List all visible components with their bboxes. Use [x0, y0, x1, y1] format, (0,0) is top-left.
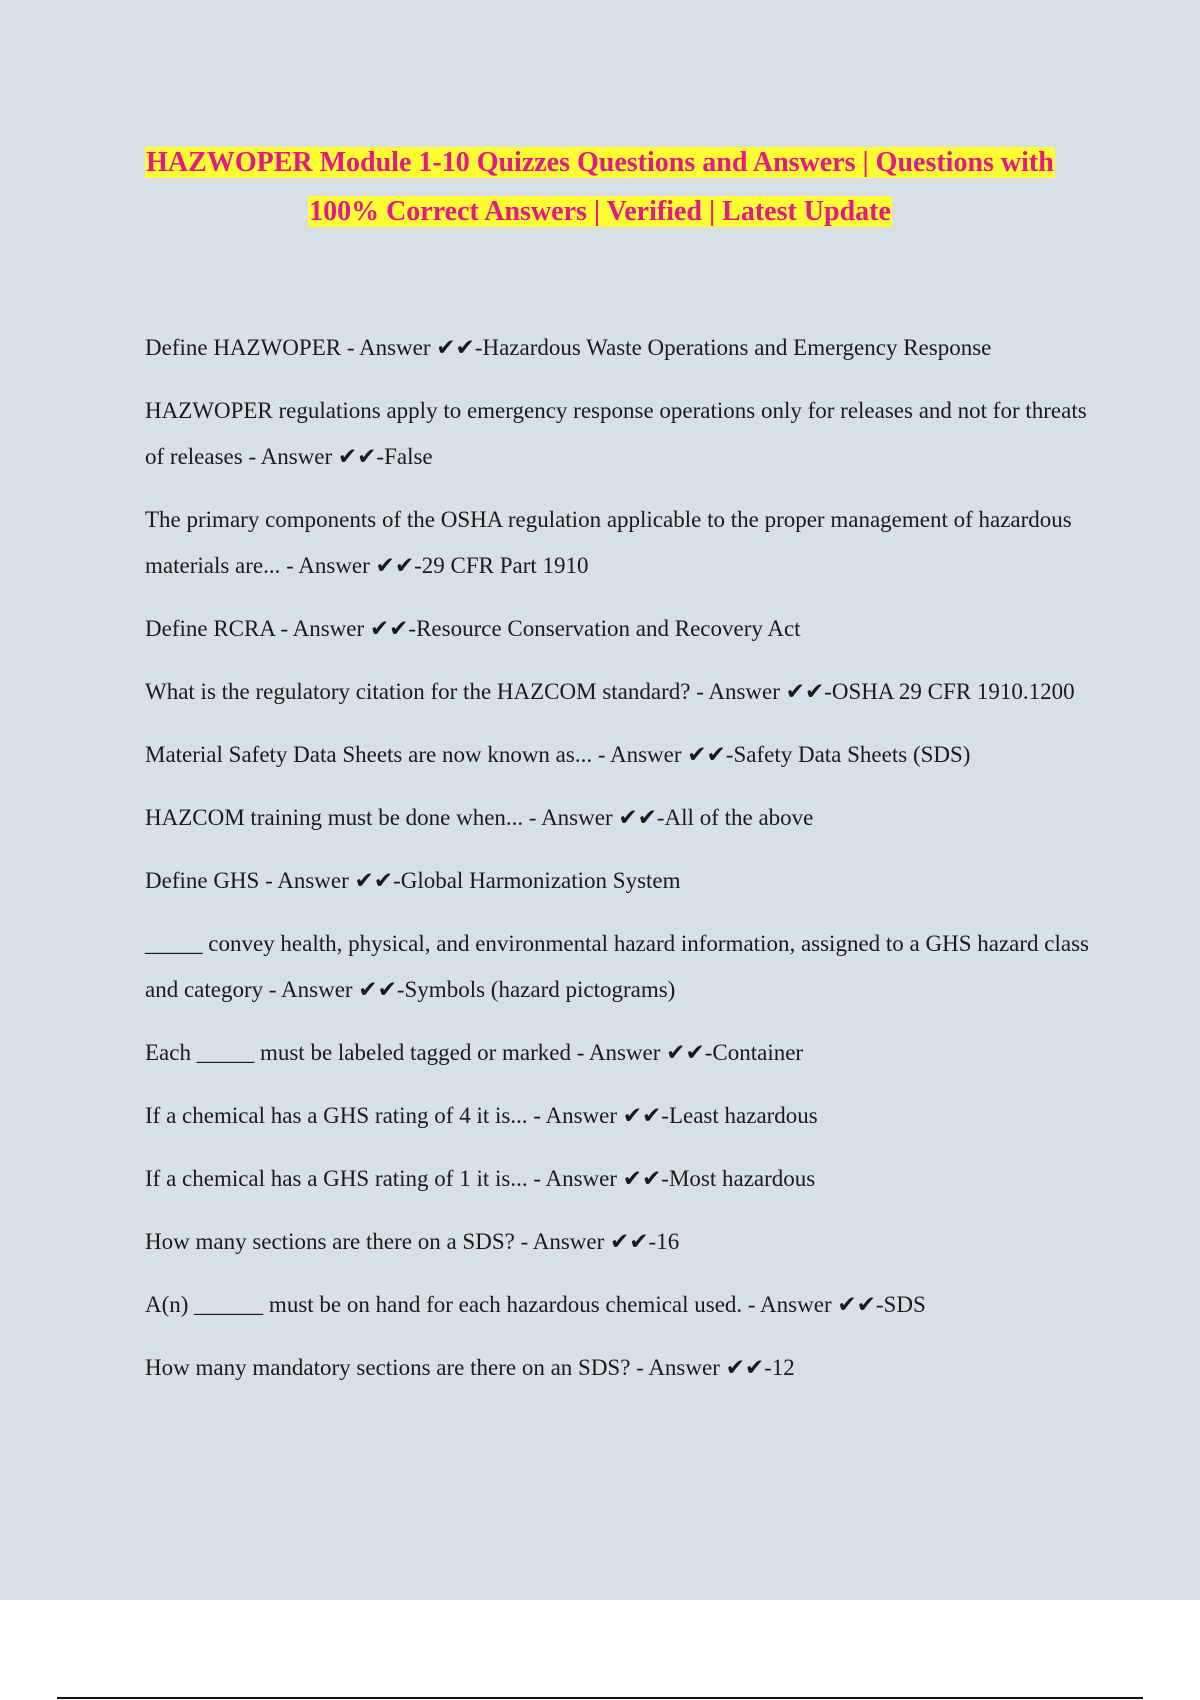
qa-item: The primary components of the OSHA regulation applicable to the proper management of hazardous materials are... - Answer ✔✔-29 CFR Part 1910: [145, 507, 1072, 578]
qa-item: Define RCRA - Answer ✔✔-Resource Conservation and Recovery Act: [145, 616, 801, 641]
qa-item: HAZWOPER regulations apply to emergency response operations only for releases and not for threats of releases - Answer ✔✔-False: [145, 398, 1087, 469]
qa-item: A(n) ______ must be on hand for each hazardous chemical used. - Answer ✔✔-SDS: [145, 1292, 926, 1317]
qa-item: Each _____ must be labeled tagged or marked - Answer ✔✔-Container: [145, 1040, 804, 1065]
qa-item: _____ convey health, physical, and environmental hazard information, assigned to a GHS hazard class and category - Answer ✔✔-Symbols (hazard pictograms): [145, 931, 1089, 1002]
qa-item: Define GHS - Answer ✔✔-Global Harmonization System: [145, 868, 681, 893]
qa-item: What is the regulatory citation for the HAZCOM standard? - Answer ✔✔-OSHA 29 CFR 1910.1200: [145, 679, 1075, 704]
qa-item: Material Safety Data Sheets are now known as... - Answer ✔✔-Safety Data Sheets (SDS): [145, 742, 971, 767]
qa-item: HAZCOM training must be done when... - Answer ✔✔-All of the above: [145, 805, 814, 830]
divider-line: [57, 1697, 1143, 1699]
document-title: [0, 138, 1200, 236]
qa-item: How many sections are there on a SDS? - Answer ✔✔-16: [145, 1229, 680, 1254]
page-bottom: [0, 1600, 1200, 1700]
qa-item: If a chemical has a GHS rating of 4 it is... - Answer ✔✔-Least hazardous: [145, 1103, 818, 1128]
qa-item: How many mandatory sections are there on an SDS? - Answer ✔✔-12: [145, 1355, 795, 1380]
qa-item: Define HAZWOPER - Answer ✔✔-Hazardous Waste Operations and Emergency Response: [145, 335, 992, 360]
qa-list: [145, 325, 1095, 1408]
title-line-2: 100% Correct Answers | Verified | Latest Update: [309, 196, 891, 227]
qa-item: If a chemical has a GHS rating of 1 it is... - Answer ✔✔-Most hazardous: [145, 1166, 816, 1191]
title-line-1: HAZWOPER Module 1-10 Quizzes Questions and Answers | Questions with: [146, 147, 1054, 178]
